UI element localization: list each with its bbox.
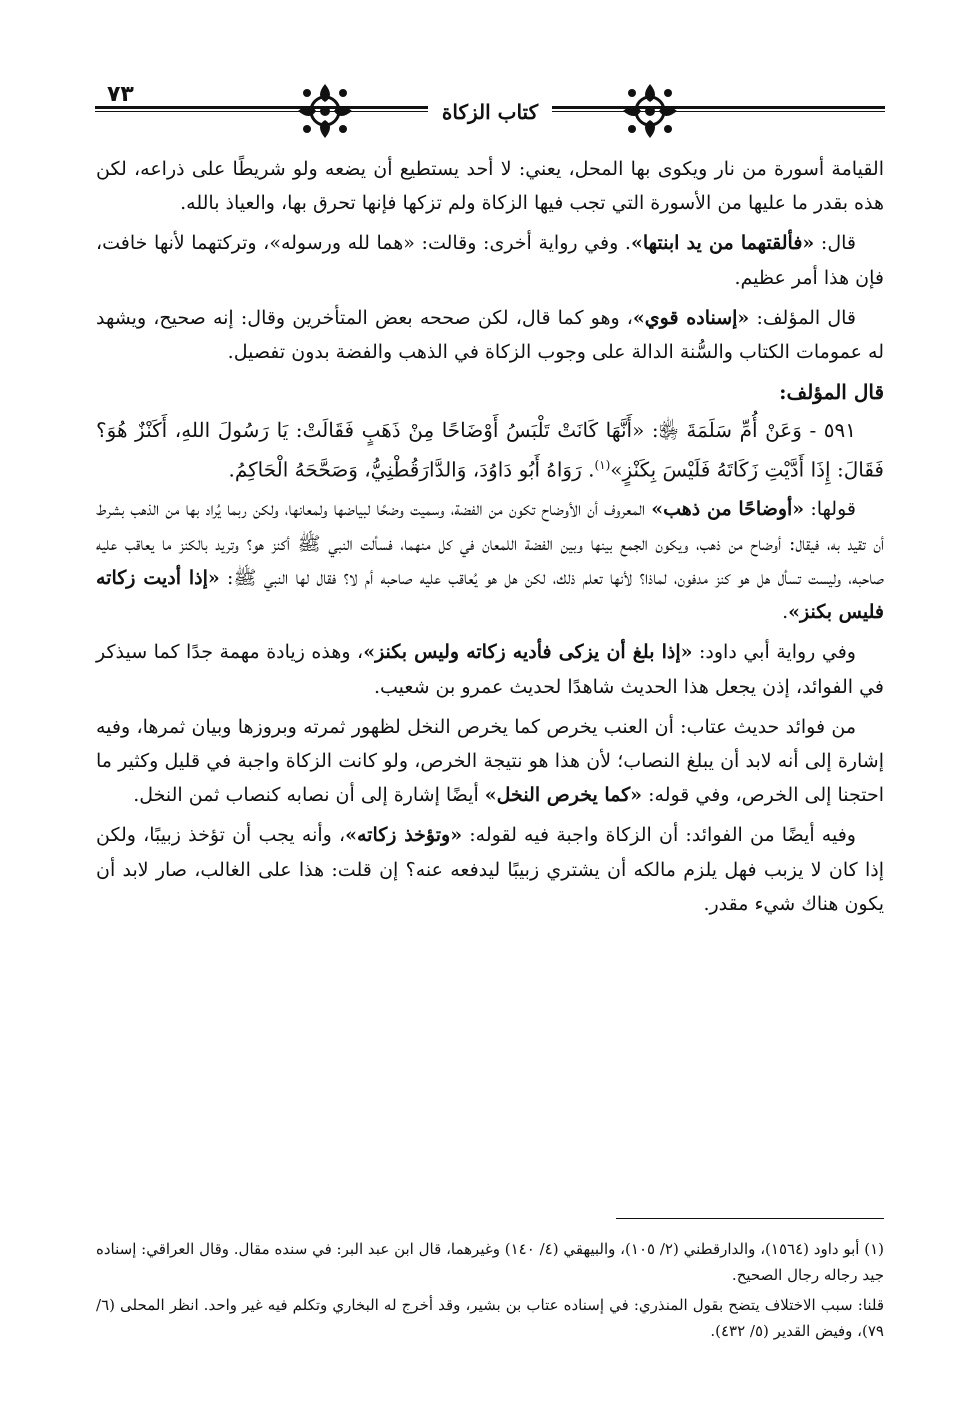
text-span: ، وهذه زيادة مهمة جدًا كما سيذكر في الفوائد، إذن يجعل هذا الحديث شاهدًا لحديث عمرو بن شعيب.: [96, 641, 884, 698]
quote-span: «كما يخرص النخل»: [484, 784, 643, 807]
text-span: وفيه أيضًا من الفوائد: أن الزكاة واجبة فيه لقوله:: [462, 824, 856, 847]
footnote-ref: (١): [594, 457, 611, 472]
title-box: [365, 88, 615, 136]
quote-span: «فألقتهما من يد ابنتها»: [630, 232, 815, 255]
quote-span: «إذا بلغ أن يزكى فأديه زكاته وليس بكنز»: [363, 641, 693, 664]
quote-span: «إذا أديت زكاته فليس بكنز»: [96, 566, 884, 624]
floral-ornament-icon: [615, 76, 685, 146]
text-span: وفي رواية أبي داود:: [692, 641, 856, 664]
page-header: [95, 70, 885, 150]
paragraph-5: [96, 635, 884, 703]
paragraph-1: القيامة أسورة من نار ويكوى بها المحل، يعني: لا أحد يستطيع أن يضعه ولو شريطًا على ذراعه، لكن هذه بقدر ما عليها من الأسورة التي تجب فيها الزكاة ولم تزكها فإنها تحرق بها، والعياذ بالله.: [96, 158, 884, 215]
footnote-separator: [616, 1218, 884, 1219]
paragraph-3: [96, 301, 884, 369]
hadith-text: ٥٩١ - وَعَنْ أُمِّ سَلَمَةَ ﵂: «أَنَّهَا كَانَتْ تَلْبَسُ أَوْضَاحًا مِنْ ذَهَبٍ فَقَالَتْ: يَا رَسُولَ اللهِ، أَكَنْزٌ هُوَ؟ فَقَالَ: إِذَا أَدَّيْتِ زَكَاتَهُ فَلَيْسَ بِكَنْزٍ»: [96, 418, 884, 482]
book-title: كتاب الزكاة: [428, 100, 552, 124]
hadith-paragraph: [96, 413, 884, 486]
text-span: ، وهو كما قال، لكن صححه بعض المتأخرين وقال: إنه صحيح، ويشهد له عمومات الكتاب والسُّنة الدالة على وجوب الزكاة في الذهب والفضة بدون تفصيل.: [96, 306, 884, 364]
footnote-2: قلنا: سبب الاختلاف يتضح بقول المنذري: في إسناده عتاب بن بشير، وقد أخرج له البخاري وتكلم فيه غير واحد. انظر المحلى (٦/ ٧٩)، وفيض القدير (٥/ ٤٣٢).: [96, 1296, 884, 1340]
footnotes: [96, 1236, 884, 1348]
text-span: .: [782, 601, 789, 624]
text-span: . وفي رواية أخرى: وقالت: «هما لله ورسوله»، وتركتهما لأنها خافت، فإن هذا أمر عظيم.: [96, 232, 884, 289]
text-span: قال المؤلف:: [749, 306, 857, 329]
text-span: المعروف أن الأوضاح تكون من الفضة، وسميت وضحًا لبياضها ولمعانها، ولكن ربما يُراد بها من الذهب بشرط أن تقيد به، فيقال: أوضاح من ذهب، ويكون الجمع بينها وبين الفضة اللمعان في كل منهما، فسألت النبي ﷺ أكنز هو؟ وتريد بالكنز ما يعاقب عليه صاحبه، وليست تسأل هل هو كنز مدفون، لماذا؟ لأنها تعلم ذلك، لكن هل هو يُعاقب عليه صاحبه أم لا؟ فقال لها النبي ﷺ:: [96, 498, 885, 589]
text-span: من فوائد حديث عتاب: أن العنب يخرص كما يخرص النخل لظهور ثمرته وبروزها وبيان ثمرها، وفيه إشارة إلى أنه لابد أن يبلغ النصاب؛ لأن هذا هو نتيجة الخرص، ولو كانت الزكاة واجبة في قليل وكثير ما احتجنا إلى الخرص، وفي قوله:: [96, 715, 884, 807]
main-text: [96, 152, 884, 927]
paragraph-6: [96, 710, 884, 813]
hadith-source: . رَوَاهُ أَبُو دَاوُدَ، وَالدَّارَقُطْنِيُّ، وَصَحَّحَهُ الْحَاكِمُ.: [228, 457, 595, 482]
text-span: قولها:: [804, 498, 856, 521]
section-heading: قال المؤلف:: [779, 380, 884, 405]
text-span: ، وأنه يجب أن تؤخذ زبيبًا، ولكن إذا كان لا يزبب فهل يلزم مالكه أن يشتري زبيبًا ليدفعه عنه؟ إن قلت: هذا على الغالب، صار لابد أن يكون هناك شيء مقدر.: [96, 824, 884, 915]
text-span: قال:: [814, 232, 856, 255]
quote-span: «وتؤخذ زكاته»: [345, 824, 463, 847]
footnote-1: (١) أبو داود (١٥٦٤)، والدارقطني (٢/ ١٠٥)، والبيهقي (٤/ ١٤٠) وغيرهما، قال ابن عبد البر: في سنده مقال. وقال العراقي: إسناده جيد رجاله رجال الصحيح.: [96, 1240, 885, 1284]
page-number: ٧٣: [107, 82, 134, 107]
paragraph-2: [96, 226, 884, 294]
quote-span: «إسناده قوي»: [632, 306, 750, 329]
paragraph-4: [96, 492, 884, 629]
text-span: أيضًا إشارة إلى أن نصابه كنصاب ثمن النخل.: [133, 784, 485, 807]
paragraph-7: [96, 818, 884, 921]
floral-ornament-icon: [290, 76, 360, 146]
quote-span: «أوضاحًا من ذهب»: [651, 498, 805, 521]
